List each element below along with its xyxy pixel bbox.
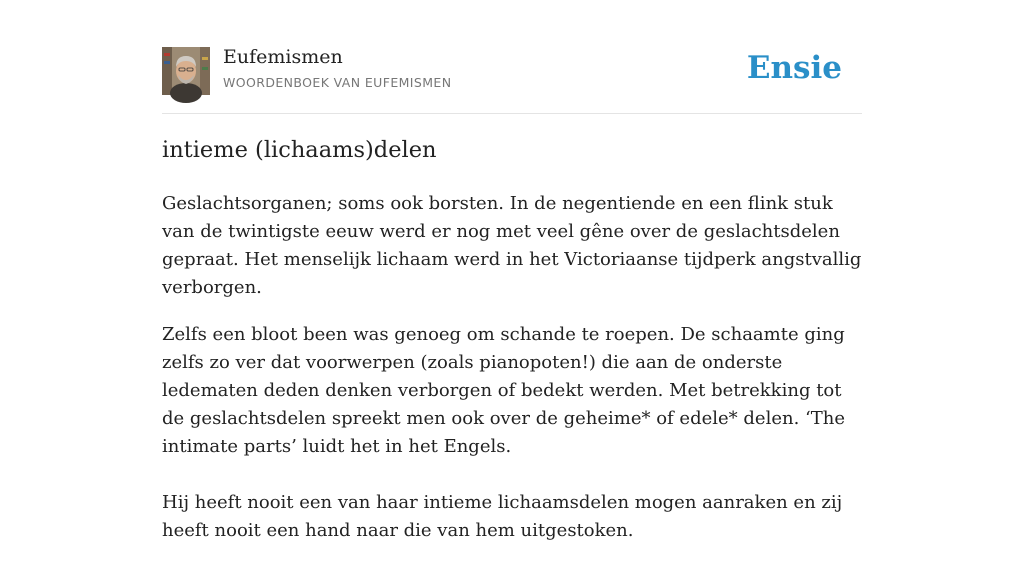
entry-paragraph: Geslachtsorganen; soms ook borsten. In de negentiende en een flink stuk van de twintigste eeuw werd er nog met veel gêne over de geslachtsdelen gepraat. Het menselijk lichaam werd in het Victoriaanse tijdperk angstvallig verborgen. [162,193,862,298]
site-subtitle[interactable]: WOORDENBOEK VAN EUFEMISMEN [223,75,452,90]
author-avatar[interactable] [162,47,210,95]
site-header [162,46,862,96]
entry-title: intieme (lichaams)delen [162,137,437,163]
entry-paragraph: Zelfs een bloot been was genoeg om schande te roepen. De schaamte ging zelfs zo ver dat voorwerpen (zoals pianopoten!) die aan de onderste ledematen deden denken verborgen of bedekt werden. Met betrekking tot de geslachtsdelen spreekt men ook over de geheime* of edele* delen. ‘The intimate parts’ luidt het in het Engels. [162,324,845,457]
entry-example: Hij heeft nooit een van haar intieme lichaamsdelen mogen aanraken en zij heeft nooit een hand naar die van hem uitgestoken. [162,492,843,541]
entry-body [162,190,862,564]
author-portrait-icon [162,47,210,95]
ensie-logo[interactable]: Ensie [746,50,842,86]
header-divider [162,113,862,114]
site-name[interactable]: Eufemismen [223,46,343,68]
